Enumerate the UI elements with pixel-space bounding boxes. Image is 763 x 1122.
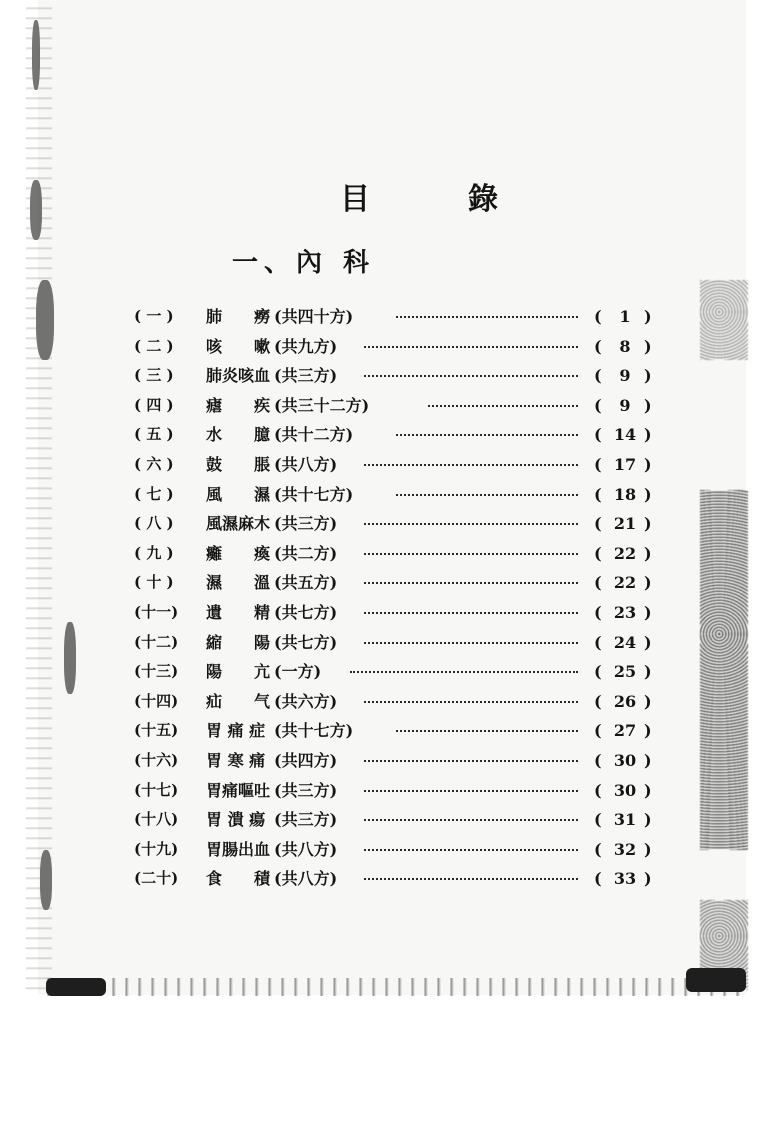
entry-name: 胃 痛 症 [206,721,266,741]
page-number: 27 [613,721,637,741]
page-number: 9 [619,395,631,415]
toc-entry: (十六) 胃 寒 痛 (共四方) ( 30 ) [134,746,694,776]
entry-name: 水 臆 [206,425,271,445]
entry-number: ( 二 ) [134,336,174,355]
entry-count: (共十二方) [274,425,354,445]
dot-leader [364,553,578,555]
scan-smudge [700,280,748,360]
page-number: 14 [613,425,637,445]
toc-entry: (二十) 食 積 (共八方) ( 33 ) [134,864,694,894]
entry-number: ( 十 ) [134,573,174,592]
dot-leader [364,701,578,703]
ink-blot [36,280,54,360]
entry-count: (共十七方) [274,484,354,504]
scan-smudge [700,490,748,850]
entry-count: (共三方) [274,366,338,386]
page-number: 31 [613,810,637,830]
toc-entry: ( 八 ) 風濕麻木 (共三方) ( 21 ) [134,509,694,539]
page-number: 23 [613,602,637,622]
entry-name: 胃腸出血 [206,839,271,859]
entry-name: 遺 精 [206,602,271,622]
entry-number: (十五) [134,721,179,740]
page-number: 26 [613,691,637,711]
entry-count: (共十七方) [274,721,354,741]
toc-entry: ( 七 ) 風 濕 (共十七方) ( 18 ) [134,480,694,510]
toc-entry: ( 九 ) 癱 瘓 (共二方) ( 22 ) [134,539,694,569]
dot-leader [364,582,578,584]
toc-entry: (十一) 遺 精 (共七方) ( 23 ) [134,598,694,628]
entry-number: (十六) [134,750,179,769]
entry-number: (十一) [134,602,179,621]
page-number: 22 [613,543,637,563]
entry-name: 食 積 [206,869,271,889]
entry-name: 風濕麻木 [206,514,271,534]
entry-count: (共六方) [274,691,338,711]
toc-entry: (十八) 胃 潰 瘍 (共三方) ( 31 ) [134,805,694,835]
toc-entry: (十七) 胃痛嘔吐 (共三方) ( 30 ) [134,776,694,806]
page-number: 22 [613,573,637,593]
entry-count: (共三方) [274,780,338,800]
entry-name: 縮 陽 [206,632,271,652]
entry-number: (十三) [134,662,179,681]
corner-shadow [46,978,106,996]
page-number: 30 [613,750,637,770]
entry-name: 肺 癆 [206,307,271,326]
entry-number: ( 八 ) [134,514,174,533]
page-number: 18 [613,484,637,504]
toc-entry: (十三) 陽 亢 (一方) ( 25 ) [134,657,694,687]
toc-entry: ( 三 ) 肺炎咳血 (共三方) ( 9 ) [134,361,694,391]
entry-name: 濕 溫 [206,573,271,593]
entry-name: 癱 瘓 [206,543,271,563]
entry-name: 鼓 脹 [206,454,271,474]
page-number: 17 [613,454,637,474]
entry-name: 瘧 疾 [206,395,271,415]
entry-number: ( 三 ) [134,366,174,385]
page-title: 目 錄 [340,182,532,217]
corner-shadow [686,968,746,992]
toc-entry: ( 六 ) 鼓 脹 (共八方) ( 17 ) [134,450,694,480]
entry-count: (共三十二方) [274,395,370,415]
entry-name: 胃 潰 瘍 [206,810,266,830]
dot-leader [364,878,578,880]
toc-entry: ( 四 ) 瘧 疾 (共三十二方) ( 9 ) [134,391,694,421]
entry-number: (十四) [134,691,179,710]
ink-blot [32,20,40,90]
entry-count: (共八方) [274,839,338,859]
entry-name: 陽 亢 [206,662,271,682]
entry-count: (共七方) [274,632,338,652]
entry-count: (共四方) [274,750,338,770]
dot-leader [396,730,578,732]
toc-entry: ( 十 ) 濕 溫 (共五方) ( 22 ) [134,568,694,598]
entry-number: ( 一 ) [134,307,174,325]
entry-count: (共八方) [274,454,338,474]
entry-name: 胃 寒 痛 [206,750,266,770]
bottom-scan-edge [38,978,746,996]
entry-number: (十七) [134,780,179,799]
dot-leader [364,346,578,348]
entry-count: (共五方) [274,573,338,593]
entry-number: ( 五 ) [134,425,174,444]
dot-leader [396,434,578,436]
page-number: 25 [613,662,637,682]
entry-count: (共八方) [274,869,338,889]
entry-name: 疝 气 [206,691,271,711]
entry-number: ( 六 ) [134,454,174,473]
entry-name: 風 濕 [206,484,271,504]
page-number: 33 [613,869,637,889]
toc-entry: ( 一 ) 肺 癆 (共四十方) ( 1 ) [134,302,694,332]
page-number: 21 [613,514,637,534]
toc-entry: (十五) 胃 痛 症 (共十七方) ( 27 ) [134,716,694,746]
dot-leader [364,790,578,792]
entry-count: (共九方) [274,336,338,356]
entry-number: ( 四 ) [134,395,174,414]
table-of-contents [134,302,694,894]
dot-leader [428,405,578,407]
entry-count: (共四十方) [274,307,354,326]
dot-leader [364,523,578,525]
entry-count: (共三方) [274,810,338,830]
toc-entry: (十九) 胃腸出血 (共八方) ( 32 ) [134,835,694,865]
section-heading: 一、內 科 [232,248,376,278]
entry-name: 咳 嗽 [206,336,271,356]
entry-name: 肺炎咳血 [206,366,271,386]
dot-leader [396,494,578,496]
entry-number: ( 七 ) [134,484,174,503]
ink-blot [64,622,76,694]
entry-number: (十八) [134,810,179,829]
dot-leader [364,819,578,821]
dot-leader [364,760,578,762]
entry-count: (共二方) [274,543,338,563]
right-scan-edge [700,0,748,995]
toc-entry: ( 二 ) 咳 嗽 (共九方) ( 8 ) [134,332,694,362]
toc-entry: (十二) 縮 陽 (共七方) ( 24 ) [134,628,694,658]
entry-count: (共七方) [274,602,338,622]
dot-leader [364,849,578,851]
entry-number: (二十) [134,869,179,888]
entry-count: (一方) [274,662,322,682]
entry-number: ( 九 ) [134,543,174,562]
ink-blot [40,850,52,910]
page-number: 30 [613,780,637,800]
entry-number: (十九) [134,839,179,858]
page-number: 9 [619,366,631,386]
page-number: 1 [619,307,631,326]
page-number: 32 [613,839,637,859]
page-number: 8 [619,336,631,356]
toc-entry: (十四) 疝 气 (共六方) ( 26 ) [134,687,694,717]
dot-leader [364,375,578,377]
entry-count: (共三方) [274,514,338,534]
dot-leader [350,671,578,673]
dot-leader [364,464,578,466]
dot-leader [364,612,578,614]
dot-leader [364,642,578,644]
left-scan-edge [26,0,52,995]
entry-number: (十二) [134,632,179,651]
entry-name: 胃痛嘔吐 [206,780,271,800]
toc-entry: ( 五 ) 水 臆 (共十二方) ( 14 ) [134,420,694,450]
ink-blot [30,180,42,240]
page-number: 24 [613,632,637,652]
dot-leader [396,316,578,318]
